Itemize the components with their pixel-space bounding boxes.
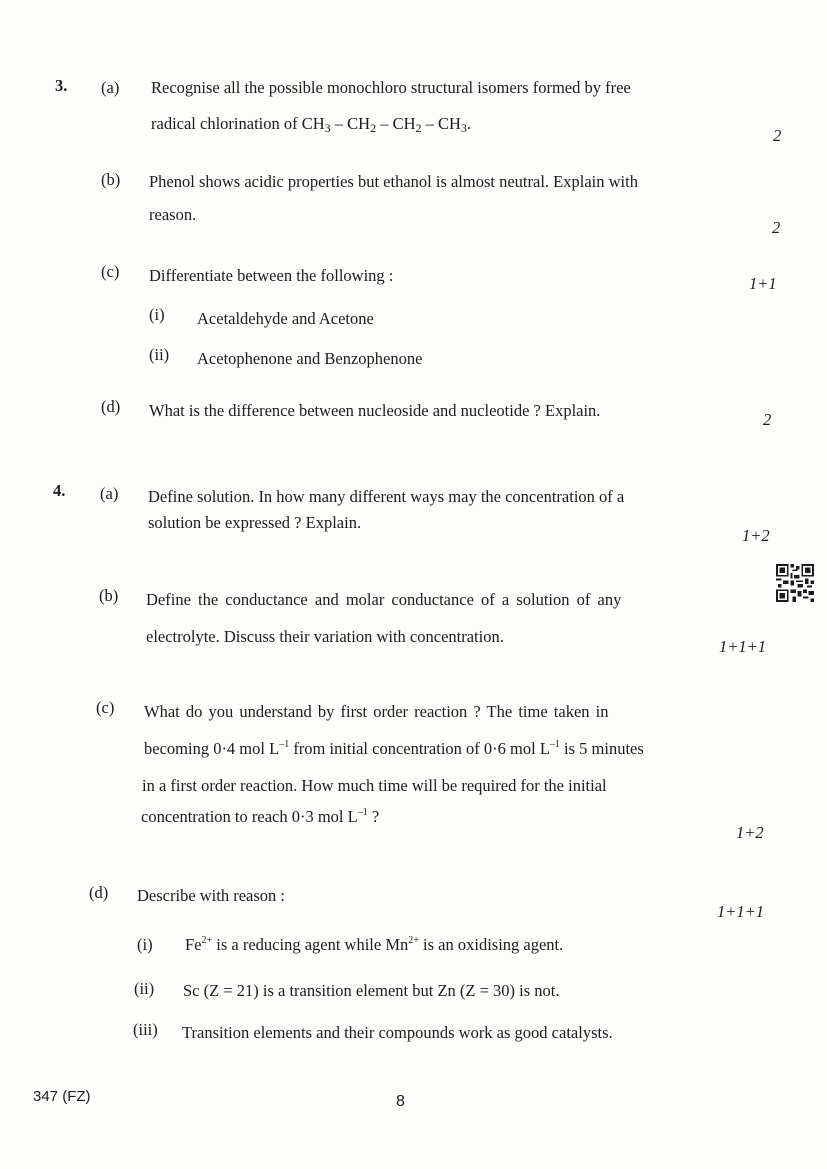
qr-code-icon [776,564,814,602]
q3a-label: (a) [101,78,120,97]
q3c-ii-label: (ii) [149,345,170,364]
q4a-text-line1: Define solution. In how many different ways may the concentration of a [148,487,625,506]
q3c-i-label: (i) [149,305,165,324]
q3a-text-line2: radical chlorination of $CH_3 - CH_2 - CH_2 - CH_3$. [151,114,472,135]
q4c-label: (c) [96,698,115,717]
q4b-label: (b) [99,586,119,605]
q4a-marks: 1+2 [742,526,770,545]
q4c-text-line4: concentration to reach 0·3 mol $L^{-1}$ ? [141,807,380,826]
q3a-marks: 2 [773,126,782,145]
page-number: 8 [396,1093,405,1110]
q4d-marks: 1+1+1 [717,902,765,921]
q4d-iii-label: (iii) [133,1020,158,1039]
q4c-text-line1: What do you understand by first order reaction ? The time taken in [144,702,609,721]
q3c-ii-text: Acetophenone and Benzophenone [197,349,423,368]
paper-code: 347 (FZ) [33,1088,91,1105]
q4c-marks: 1+2 [736,823,764,842]
q3d-label: (d) [101,397,121,416]
q4d-text: Describe with reason : [137,886,285,905]
q3d-marks: 2 [763,410,772,429]
q4d-i-text: $Fe^{2+}$ is a reducing agent while $Mn^{2+}$ is an oxidising agent. [185,935,564,954]
q4d-i-label: (i) [137,935,153,954]
q4a-label: (a) [100,484,119,503]
q3c-label: (c) [101,262,120,281]
q4d-iii-text: Transition elements and their compounds work as good catalysts. [182,1023,613,1042]
question-number-4: 4. [53,481,66,500]
q3c-marks: 1+1 [749,274,777,293]
q4c-text-line3: in a first order reaction. How much time will be required for the initial [142,776,607,795]
q4b-marks: 1+1+1 [719,637,767,656]
q3d-text: What is the difference between nucleoside and nucleotide ? Explain. [149,401,601,420]
q3c-i-text: Acetaldehyde and Acetone [197,309,374,328]
q3c-text: Differentiate between the following : [149,266,394,285]
q4b-text-line1: Define the conductance and molar conductance of a solution of any [146,590,622,609]
q3b-text-line1: Phenol shows acidic properties but ethanol is almost neutral. Explain with [149,172,638,191]
q4d-label: (d) [89,883,109,902]
q4d-ii-text: Sc (Z = 21) is a transition element but Zn (Z = 30) is not. [183,981,560,1000]
q4b-text-line2: electrolyte. Discuss their variation with concentration. [146,627,504,646]
q3a-text-line1: Recognise all the possible monochloro structural isomers formed by free [151,78,631,97]
q4a-text-line2: solution be expressed ? Explain. [148,513,362,532]
q3b-marks: 2 [772,218,781,237]
q4d-ii-label: (ii) [134,979,155,998]
q4c-text-line2: becoming 0·4 mol $L^{-1}$ from initial concentration of 0·6 mol $L^{-1}$ is 5 minutes [144,739,644,758]
q3b-label: (b) [101,170,121,189]
question-number-3: 3. [55,76,68,95]
q3b-text-line2: reason. [149,205,197,224]
